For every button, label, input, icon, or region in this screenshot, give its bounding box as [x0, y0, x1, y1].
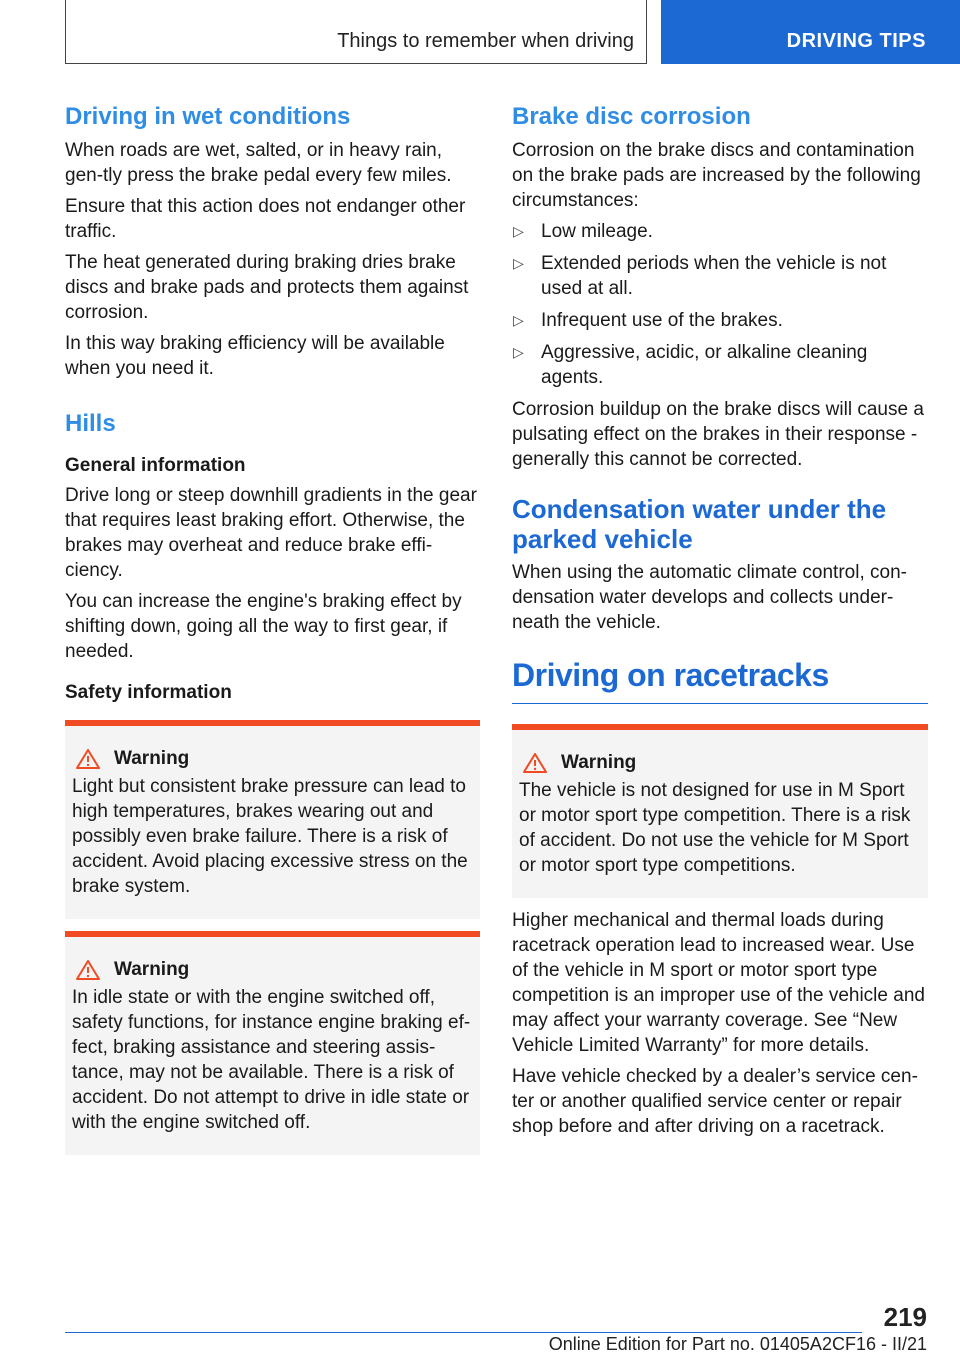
page-number: 219: [883, 1302, 927, 1332]
wet-paragraph: In this way braking efficiency will be available when you need it.: [65, 333, 445, 379]
warning-box: [65, 720, 480, 919]
racetracks-heading: Driving on racetracks: [512, 653, 928, 704]
brake-outro-paragraph: Corrosion buildup on the brake discs will cause a pulsating effect on the brakes in their response - generally this cannot be corrected.: [512, 399, 924, 470]
warning-box: [512, 724, 928, 898]
bullet-triangle-icon: ▷: [513, 223, 524, 239]
general-information-heading: General information: [65, 455, 246, 476]
header-section-title: Things to remember when driving: [337, 30, 634, 52]
warning-text: The vehicle is not designed for use in M Sport or motor sport type competition. There is a risk of accident. Do not use the vehicle for M Sport or motor sport type competitions.: [519, 780, 911, 876]
wet-paragraph: The heat generated during braking dries brake discs and brake pads and protects them against corrosion.: [65, 252, 469, 323]
wet-conditions-heading: Driving in wet conditions: [65, 103, 351, 130]
safety-information-heading: Safety information: [65, 682, 232, 703]
warning-box: [65, 931, 480, 1155]
footer-divider: [65, 1332, 862, 1333]
wet-paragraph: When roads are wet, salted, or in heavy rain, gen‐tly press the brake pedal every few miles.: [65, 140, 452, 186]
warning-label: Warning: [561, 752, 637, 773]
warning-text: In idle state or with the engine switched off, safety functions, for instance engine braking ef‐fect, braking assistance and steering assis‐tance, may not be available. There is a risk of accident. Do not attempt to drive in idle state or with the engine switched off.: [72, 987, 471, 1133]
bullet-triangle-icon: ▷: [513, 312, 524, 328]
brake-intro-paragraph: Corrosion on the brake discs and contamination on the brake pads are increased by the following circumstances:: [512, 140, 921, 211]
list-item: ▷ Infrequent use of the brakes.: [513, 310, 783, 331]
right-column: [512, 102, 928, 1145]
racetrack-paragraph: Higher mechanical and thermal loads during racetrack operation lead to increased wear. Use of the vehicle in M sport or motor sport type competition is an improper use of the vehicle and may affect your warranty coverage. See “New Vehicle Limited Warranty” for more details.: [512, 910, 925, 1056]
racetrack-paragraph: Have vehicle checked by a dealer’s service cen‐ter or another qualified service center or repair shop before and after driving on a racetrack.: [512, 1066, 918, 1137]
list-item: ▷ Low mileage.: [513, 221, 653, 242]
condensation-paragraph: When using the automatic climate control, con‐densation water develops and collects under‐neath the vehicle.: [512, 562, 907, 633]
list-item: ▷ Extended periods when the vehicle is not used at all.: [513, 253, 887, 299]
hills-heading: Hills: [65, 410, 116, 437]
list-item: ▷ Aggressive, acidic, or alkaline cleaning agents.: [513, 342, 868, 388]
condensation-heading: Condensation water under the parked vehicle: [512, 494, 887, 554]
edition-text: Online Edition for Part no. 01405A2CF16 - II/21: [548, 1334, 927, 1354]
bullet-triangle-icon: ▷: [513, 255, 524, 271]
warning-triangle-icon: [75, 959, 101, 981]
bullet-triangle-icon: ▷: [513, 344, 524, 360]
warning-text: Light but consistent brake pressure can lead to high temperatures, brakes wearing out and possibly even brake failure. There is a risk of accident. Avoid placing excessive stress on the brake system.: [72, 776, 468, 897]
header-chapter-tab-label: DRIVING TIPS: [786, 30, 926, 52]
warning-label: Warning: [114, 959, 190, 980]
header-section-box: [65, 0, 647, 64]
brake-disc-corrosion-heading: Brake disc corrosion: [512, 103, 751, 130]
wet-paragraph: Ensure that this action does not endanger other traffic.: [65, 196, 466, 242]
header-chapter-tab[interactable]: [661, 0, 960, 64]
left-column: [65, 102, 480, 1155]
warning-triangle-icon: [75, 748, 101, 770]
general-paragraph: Drive long or steep downhill gradients in the gear that requires least braking effort. Otherwise, the brakes may overheat and reduce brake effi‐ciency.: [65, 485, 477, 581]
brake-circumstances-list: [512, 219, 928, 390]
warning-label: Warning: [114, 748, 190, 769]
general-paragraph: You can increase the engine's braking effect by shifting down, going all the way to first gear, if needed.: [65, 591, 462, 662]
warning-triangle-icon: [522, 752, 548, 774]
